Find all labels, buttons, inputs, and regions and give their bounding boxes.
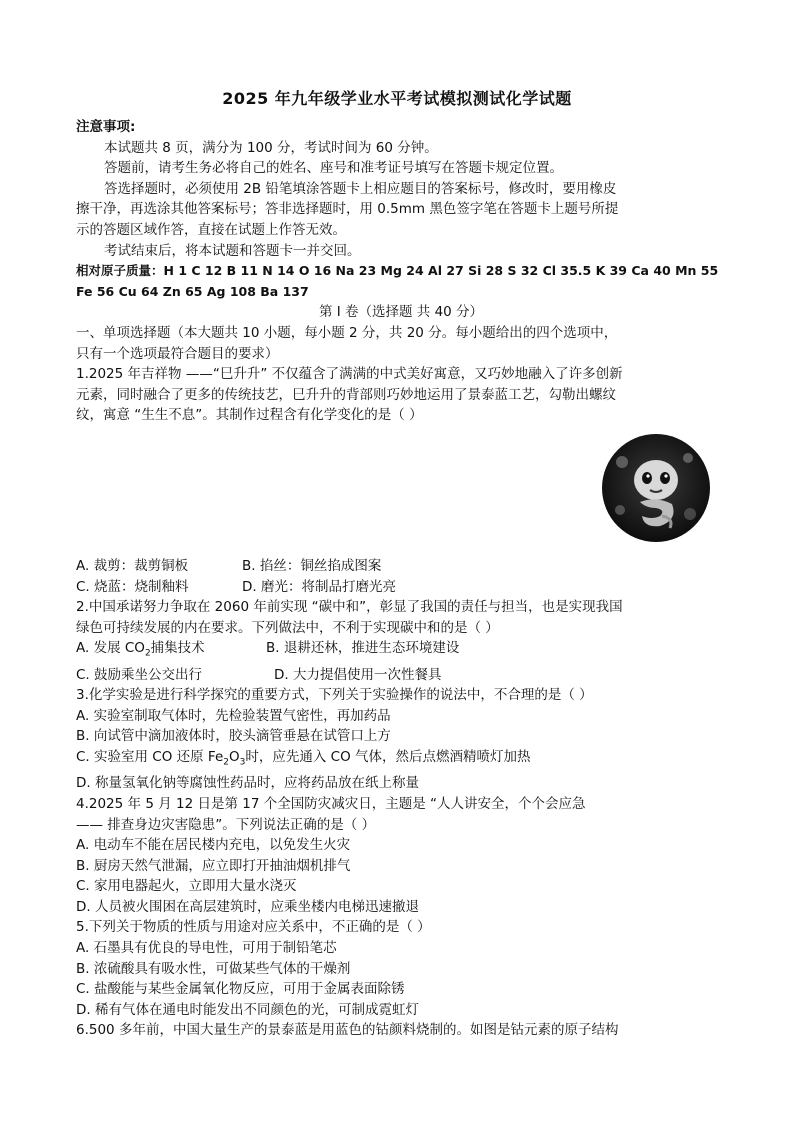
q3-stem: 3.化学实验是进行科学探究的重要方式，下列关于实验操作的说法中，不合理的是（ ） <box>76 687 593 704</box>
q1-stem-3: 纹，寓意 “生生不息”。其制作过程含有化学变化的是（ ） <box>76 407 423 424</box>
section-intro-1: 一、单项选择题（本大题共 10 小题，每小题 2 分，共 20 分。每小题给出的四个选项中， <box>76 324 618 341</box>
q4-option-d: D. 人员被火围困在高层建筑时，应乘坐楼内电梯迅速撤退 <box>76 898 419 915</box>
q3-option-c-mid: O <box>229 749 240 766</box>
notice-line-3b: 擦干净，再选涂其他答案标号；答非选择题时，用 0.5mm 黑色签字笔在答题卡上题号所提 <box>76 201 619 218</box>
q5-stem: 5.下列关于物质的性质与用途对应关系中，不正确的是（ ） <box>76 919 431 936</box>
q1-options-row-1 <box>76 556 726 577</box>
q2-option-a-pre: A. 发展 CO <box>76 640 145 657</box>
q2-option-b: B. 退耕还林，推进生态环境建设 <box>266 640 460 657</box>
q1-option-b: B. 掐丝：铜丝掐成图案 <box>242 558 382 574</box>
notice-line-3c: 示的答题区域作答，直接在试题上作答无效。 <box>76 221 346 238</box>
q1-options-row-2 <box>76 577 726 598</box>
atomic-mass-line-1: 相对原子质量：H 1 C 12 B 11 N 14 O 16 Na 23 Mg 24 Al 27 Si 28 S 32 Cl 35.5 K 39 Ca 40 Mn 55 <box>76 263 719 279</box>
q3-option-a: A. 实验室制取气体时，先检验装置气密性，再加药品 <box>76 707 391 724</box>
q3-option-c-post: 时，应先通入 CO 气体，然后点燃酒精喷灯加热 <box>245 749 531 766</box>
q5-option-d: D. 稀有气体在通电时能发出不同颜色的光，可制成霓虹灯 <box>76 1001 419 1018</box>
q2-options-row-2 <box>76 665 726 686</box>
q1-option-c: C. 烧蓝：烧制釉料 <box>76 578 189 595</box>
q4-stem-1: 4.2025 年 5 月 12 日是第 17 个全国防灾减灾日，主题是 “人人讲安全，个个会应急 <box>76 795 586 812</box>
q2-option-a <box>76 638 266 664</box>
questions-block <box>76 556 726 1041</box>
q3-option-d: D. 称量氢氧化钠等腐蚀性药品时，应将药品放在纸上称量 <box>76 775 419 792</box>
q3-option-c-sub2: 3 <box>239 757 246 768</box>
q3-option-c <box>76 747 726 773</box>
q1-stem-2: 元素，同时融合了更多的传统技艺，巳升升的背部则巧妙地运用了景泰蓝工艺，勾勒出螺纹 <box>76 386 616 403</box>
q4-option-c: C. 家用电器起火，立即用大量水浇灭 <box>76 878 297 895</box>
q5-option-c: C. 盐酸能与某些金属氧化物反应，可用于金属表面除锈 <box>76 981 405 998</box>
q3-option-c-sub1: 2 <box>223 757 230 768</box>
q5-option-b: B. 浓硫酸具有吸水性，可做某些气体的干燥剂 <box>76 960 351 977</box>
q3-option-c-pre: C. 实验室用 CO 还原 Fe <box>76 749 224 766</box>
notice-heading: 注意事项: <box>76 119 136 135</box>
page-title: 2025 年九年级学业水平考试模拟测试化学试题 <box>222 89 572 108</box>
q2-option-d: D. 大力提倡使用一次性餐具 <box>274 666 442 683</box>
notice-block <box>76 117 726 426</box>
q2-stem-2: 绿色可持续发展的内在要求。下列做法中，不利于实现碳中和的是（ ） <box>76 619 499 636</box>
q4-option-b: B. 厨房天然气泄漏，应立即打开抽油烟机排气 <box>76 857 351 874</box>
mascot-illustration <box>600 432 712 544</box>
q3-option-b: B. 向试管中滴加液体时，胶头滴管垂悬在试管口上方 <box>76 728 391 745</box>
notice-line-4: 考试结束后，将本试题和答题卡一并交回。 <box>104 242 361 259</box>
q1-option-a: A. 裁剪：裁剪铜板 <box>76 558 189 574</box>
q2-options-row-1 <box>76 638 726 664</box>
atomic-mass-line-2: Fe 56 Cu 64 Zn 65 Ag 108 Ba 137 <box>76 283 309 299</box>
q6-stem-1: 6.500 多年前，中国大量生产的景泰蓝是用蓝色的钴颜料烧制的。如图是钴元素的原子结构 <box>76 1022 619 1039</box>
q5-option-a: A. 石墨具有优良的导电性，可用于制铅笔芯 <box>76 940 337 957</box>
mascot-image <box>600 432 712 544</box>
q4-stem-2: —— 排查身边灾害隐患”。下列说法正确的是（ ） <box>76 816 376 833</box>
notice-line-1: 本试题共 8 页，满分为 100 分，考试时间为 60 分钟。 <box>104 139 438 156</box>
q2-option-a-sub: 2 <box>144 649 151 660</box>
q1-option-d: D. 磨光：将制品打磨光亮 <box>242 578 396 595</box>
notice-line-3a: 答选择题时，必须使用 2B 铅笔填涂答题卡上相应题目的答案标号，修改时，要用橡皮 <box>104 180 617 197</box>
notice-line-2: 答题前，请考生务必将自己的姓名、座号和准考证号填写在答题卡规定位置。 <box>104 160 563 177</box>
q2-option-a-post: 捕集技术 <box>150 640 205 657</box>
q4-option-a: A. 电动车不能在居民楼内充电，以免发生火灾 <box>76 837 351 854</box>
section-intro-2: 只有一个选项最符合题目的要求） <box>76 345 279 362</box>
q2-stem-1: 2.中国承诺努力争取在 2060 年前实现 “碳中和”，彰显了我国的责任与担当，也是实现我国 <box>76 599 623 616</box>
q1-stem-1: 1.2025 年吉祥物 ——“巳升升” 不仅蕴含了满满的中式美好寓意，又巧妙地融入了许多创新 <box>76 366 623 383</box>
section-heading: 第 I 卷（选择题 共 40 分） <box>318 304 484 321</box>
q2-option-c: C. 鼓励乘坐公交出行 <box>76 666 203 683</box>
